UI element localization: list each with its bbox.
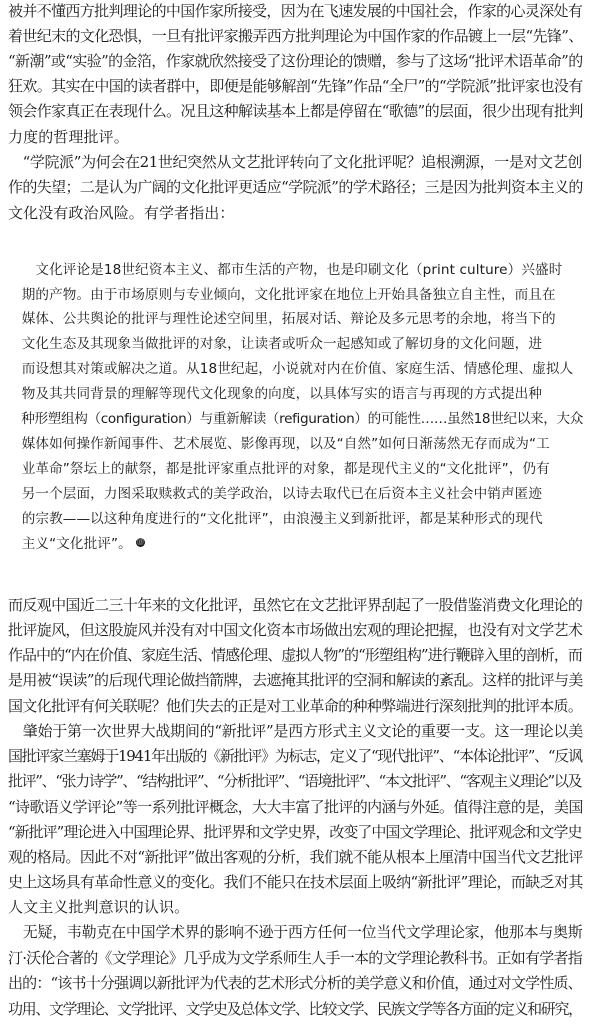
quote-line: 期的产物。由于市场原则与专业倾向，文化批评家在地位上开始具备独立自主性，而且在	[8, 287, 556, 303]
quote-line: 而设想其对策或解决之道。从18世纪起，小说就对内在价值、家庭生活、情感伦理、虚拟人	[8, 361, 574, 377]
quote-line: 文化评论是18世纪资本主义、都市生活的产物，也是印刷文化（print culture）兴盛时	[8, 262, 563, 278]
text-line: 领会作家真正在表现什么。况且这种解读基本上都是停留在“歌德”的层面，很少出现有批判	[8, 102, 583, 120]
text-line: 肇始于第一次世界大战期间的“新批评”是西方形式主义文论的重要一支。这一理论以美	[8, 722, 583, 740]
text-line: 作的失望；二是认为广阔的文化批评更适应“学院派”的学术路径；三是因为批判资本主义的	[8, 178, 583, 196]
text-line: 文化没有政治风险。有学者指出：	[8, 204, 235, 222]
text-line: “新批评”理论进入中国理论界、批评界和文学史界，改变了中国文学理论、批评观念和文学史	[8, 823, 582, 841]
text-line: 而反观中国近二三十年来的文化批评，虽然它在文艺批评界刮起了一股借鉴消费文化理论的	[8, 596, 583, 614]
quote-line-text: 主义“文化批评”。	[8, 536, 132, 552]
text-line: 批评”、“张力诗学”、“结构批评”、“分析批评”、“语境批评”、“本文批评”、“客观主义理论”以及	[8, 772, 582, 790]
quote-line: 文化生态及其现象当做批评的对象，让读者或听众一起感知或了解切身的文化问题，进	[8, 336, 543, 352]
quote-line: 另一个层面，力图采取赎救式的美学政治，以诗去取代已在后资本主义社会中销声匿迹	[8, 486, 543, 502]
quote-line: 媒体、公共舆论的批评与理性论述空间里，拓展对话、辩论及多元思考的余地，将当下的	[8, 311, 556, 327]
text-line: 是用被“误读”的后现代理论做挡箭牌，去遮掩其批评的空洞和解读的紊乱。这样的批评与美	[8, 671, 583, 689]
text-line: 汀·沃伦合著的《文学理论》几乎成为文学系师生人手一本的文学理论教科书。正如有学者指	[8, 949, 583, 967]
footnote-marker[interactable]: ⑬	[136, 538, 144, 546]
text-line: “诗歌语义学评论”等一系列批评概念，大大丰富了批评的内涵与外延。值得注意的是，美国	[8, 798, 583, 816]
text-line: 被并不懂西方批判理论的中国作家所接受，因为在飞速发展的中国社会，作家的心灵深处有	[8, 2, 583, 20]
text-line: 出的：“该书十分强调以新批评为代表的艺术形式分析的美学意义和价值，通过对文学性质、	[8, 974, 582, 992]
text-line: “新潮”或“实验”的金箔，作家就欣然接受了这份理论的馈赠，参与了这场“批评术语革命”的	[8, 52, 583, 70]
text-line: 人文主义批判意识的认识。	[8, 898, 190, 916]
text-line: 着世纪末的文化恐惧，一旦有批评家搬弄西方批判理论为中国作家的作品镀上一层“先锋”、	[8, 27, 583, 45]
quote-line: 媒体如何操作新闻事件、艺术展览、影像再现，以及“自然”如何日渐荡然无存而成为“工	[8, 436, 550, 452]
quote-line: 种形塑组构（configuration）与重新解读（refiguration）的可能性……虽然18世纪以来，大众	[8, 411, 583, 427]
text-line: “学院派”为何会在21世纪突然从文艺批评转向了文化批评呢？追根溯源，一是对文艺创	[8, 153, 583, 171]
quote-line: 业革命”祭坛上的献祭，都是批评家重点批评的对象，都是现代主义的“文化批评”，仍有	[8, 461, 550, 477]
text-line: 国文化批评有何关联呢？他们失去的正是对工业革命的种种弊端进行深刻批判的批评本质。	[8, 697, 583, 715]
text-line: 无疑，韦勒克在中国学术界的影响不逊于西方任何一位当代文学理论家，他那本与奥斯	[8, 923, 583, 941]
text-line: 作品中的“内在价值、家庭生活、情感伦理、虚拟人物”的“形塑组构”进行鞭辟入里的剖析，而	[8, 646, 582, 664]
text-line: 狂欢。其实在中国的读者群中，即便是能够解剖“先锋”作品“全尸”的“学院派”批评家也没有	[8, 77, 583, 95]
text-line: 批评旋风，但这股旋风并没有对中国文化资本市场做出宏观的理论把握，也没有对文学艺术	[8, 621, 583, 639]
text-line: 史上这场具有革命性意义的变化。我们不能只在技术层面上吸纳“新批评”理论，而缺乏对其	[8, 873, 583, 891]
quote-line: 的宗教——以这种角度进行的“文化批评”，由浪漫主义到新批评，都是某种形式的现代	[8, 511, 543, 527]
text-line: 功用、文学理论、文学批评、文学史及总体文学、比较文学、民族文学等各方面的定义和研究，	[8, 1000, 582, 1018]
text-line: 观的格局。因此不对“新批评”做出客观的分析，我们就不能从根本上厘清中国当代文艺批评	[8, 848, 583, 866]
text-line: 国批评家兰塞姆于1941年出版的《新批评》为标志，定义了“现代批评”、“本体论批评”、“反讽	[8, 747, 582, 765]
quote-line: 物及其共同背景的理解等现代文化现象的向度，以具体写实的语言与再现的方式提出种	[8, 386, 543, 402]
text-line: 力度的哲理批评。	[8, 128, 129, 146]
quote-line	[8, 535, 583, 553]
